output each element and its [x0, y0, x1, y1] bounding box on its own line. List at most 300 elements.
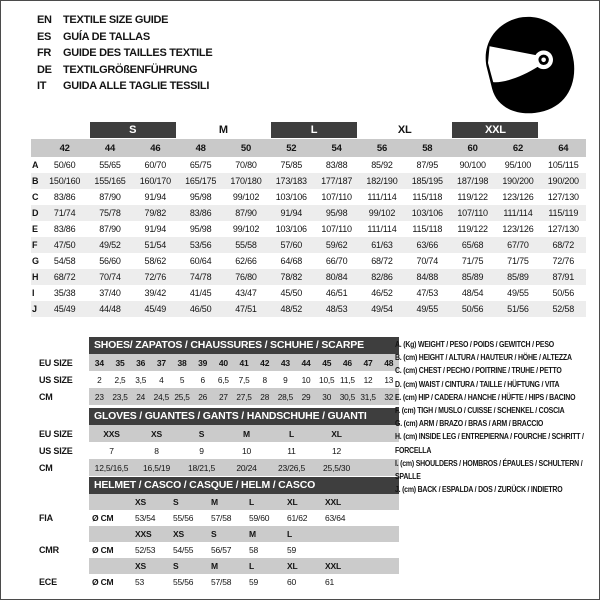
- size-value-cell: 103/106: [411, 208, 443, 218]
- size-value-cell: 48/52: [280, 304, 303, 314]
- helmet-size-label: S: [173, 497, 179, 507]
- measurement-rows: [31, 157, 586, 317]
- corner-spacer: [31, 121, 42, 139]
- size-value-cell: 83/88: [325, 160, 348, 170]
- helmet-size-value: 61/62: [287, 513, 308, 523]
- helmet-values-row: [39, 510, 399, 526]
- size-value-cell: 115/118: [412, 192, 443, 202]
- size-value-cell: 83/86: [53, 224, 76, 234]
- size-value-cell: 82/86: [371, 272, 393, 282]
- shoe-us-size: 8: [262, 374, 267, 385]
- size-value-cell: 46/52: [371, 288, 393, 298]
- guide-title: GUIDA ALLE TAGLIE TESSILI: [63, 80, 210, 93]
- helmet-size-label: XL: [287, 497, 298, 507]
- size-header-cell: 42: [59, 142, 70, 154]
- size-value-cell: 76/80: [235, 272, 257, 282]
- shoe-cm-size: 30,5: [339, 391, 356, 402]
- helmet-size-value: 53: [135, 577, 145, 587]
- size-value-cell: 95/98: [325, 208, 348, 218]
- guide-title: TEXTILGRÖßENFÜHRUNG: [63, 63, 198, 76]
- language-code: IT: [37, 80, 47, 93]
- size-value-cell: 75/85: [280, 160, 303, 170]
- shoe-eu-size: 35: [115, 357, 125, 368]
- shoe-us-size: 7,5: [238, 374, 250, 385]
- size-value-cell: 35/38: [53, 288, 76, 298]
- size-value-cell: 107/110: [321, 192, 352, 202]
- shoe-eu-size: 46: [342, 357, 352, 368]
- shoe-us-size: 12: [363, 374, 373, 385]
- row-letter: F: [32, 240, 38, 250]
- cm-label: CM: [39, 391, 53, 402]
- shoes-eu-row: [39, 354, 399, 371]
- legend-item: J. (cm) BACK / ESPALDA / DOS / ZURÜCK / INDIETRO: [395, 485, 563, 495]
- size-value-cell: 78/82: [280, 272, 303, 282]
- glove-cm-size: 20/24: [236, 462, 257, 473]
- shoe-cm-size: 24: [136, 391, 146, 402]
- glove-us-size: 11: [287, 445, 296, 456]
- gloves-us-row: [39, 442, 399, 459]
- shoe-us-size: 6: [200, 374, 205, 385]
- legend-item: F. (cm) TIGH / MUSLO / CUISSE / SCHENKEL / COSCIA: [395, 406, 565, 416]
- size-value-cell: 85/89: [507, 272, 529, 282]
- size-value-cell: 64/68: [280, 256, 303, 266]
- glove-eu-size: XXS: [103, 428, 120, 439]
- row-letter: G: [32, 256, 39, 266]
- helmet-values-row: [39, 574, 399, 590]
- helmet-size-value: 54/55: [173, 545, 194, 555]
- size-value-cell: 190/200: [502, 176, 534, 186]
- measurement-row: [31, 173, 586, 189]
- size-value-cell: 182/190: [366, 176, 398, 186]
- size-value-cell: 103/106: [275, 192, 307, 202]
- size-value-cell: 74/78: [189, 272, 212, 282]
- size-group-label: L: [271, 122, 357, 138]
- size-value-cell: 127/130: [547, 224, 579, 234]
- shoe-us-size: 3,5: [135, 374, 147, 385]
- language-code: EN: [37, 14, 52, 27]
- size-value-cell: 41/45: [189, 288, 212, 298]
- size-value-cell: 44/48: [99, 304, 121, 314]
- language-row: [37, 12, 212, 29]
- size-value-cell: 150/160: [49, 176, 81, 186]
- shoe-cm-size: 31,5: [360, 391, 376, 402]
- legend-item: D. (cm) WAIST / CINTURA / TAILLE / HÜFTUNG / VITA: [395, 379, 560, 389]
- glove-cm-size: 18/21,5: [188, 462, 215, 473]
- language-code: DE: [37, 63, 52, 76]
- size-header-cell: 58: [422, 142, 433, 154]
- size-value-cell: 60/70: [144, 160, 167, 170]
- language-code: ES: [37, 30, 52, 43]
- legend-item: C. (cm) CHEST / PECHO / POITRINE / TRUHE / PETTO: [395, 366, 562, 376]
- helmet-table: [39, 477, 399, 590]
- guide-title: GUÍA DE TALLAS: [63, 30, 150, 43]
- size-value-cell: 91/94: [144, 224, 167, 234]
- helmet-size-value: 56/57: [211, 545, 232, 555]
- size-value-cell: 70/74: [416, 256, 439, 266]
- size-value-cell: 177/187: [321, 176, 353, 186]
- shoe-cm-size: 28: [260, 391, 270, 402]
- size-value-cell: 190/200: [547, 176, 579, 186]
- size-value-cell: 91/94: [280, 208, 303, 218]
- size-value-cell: 173/183: [275, 176, 307, 186]
- size-value-cell: 48/54: [461, 288, 484, 298]
- shoe-eu-size: 34: [94, 357, 104, 368]
- size-value-cell: 58/62: [144, 256, 167, 266]
- gloves-eu-row: [39, 425, 399, 442]
- size-value-cell: 65/75: [189, 160, 212, 170]
- legend-item: H. (cm) INSIDE LEG / ENTREPIERNA / FOURCHE / SCHRITT / FORCELLA: [395, 432, 584, 455]
- language-row: [37, 29, 212, 46]
- helmet-size-value: 58: [249, 545, 259, 555]
- size-value-cell: 107/110: [457, 208, 488, 218]
- size-number-row: [31, 139, 586, 157]
- shoe-cm-size: 23,5: [112, 391, 128, 402]
- language-row: [37, 62, 212, 79]
- size-group-label: [542, 122, 585, 138]
- size-value-cell: 99/102: [232, 192, 260, 202]
- size-value-cell: 80/84: [325, 272, 348, 282]
- size-value-cell: 111/114: [367, 192, 397, 202]
- size-group-label: S: [90, 122, 176, 138]
- helmet-size-value: 59/60: [249, 513, 270, 523]
- legend-item: E. (cm) HIP / CADERA / HANCHE / HÜFTE / HIPS / BACINO: [395, 392, 576, 402]
- size-value-cell: 48/53: [325, 304, 348, 314]
- measurement-row: [31, 157, 586, 173]
- size-value-cell: 87/90: [99, 224, 121, 234]
- helmet-size-label: L: [249, 561, 254, 571]
- size-value-cell: 50/60: [53, 160, 76, 170]
- size-value-cell: 60/64: [189, 256, 212, 266]
- size-value-cell: 59/62: [325, 240, 348, 250]
- size-value-cell: 119/122: [457, 192, 488, 202]
- size-value-cell: 51/56: [507, 304, 529, 314]
- helmet-size-label: XS: [173, 529, 184, 539]
- glove-cm-size: 12,5/16,5: [94, 462, 129, 473]
- shoe-cm-size: 28,5: [277, 391, 294, 402]
- helmet-size-value: 55/56: [173, 577, 194, 587]
- size-value-cell: 87/90: [99, 192, 121, 202]
- shoe-eu-size: 41: [239, 357, 249, 368]
- helmet-size-value: 63/64: [325, 513, 346, 523]
- glove-cm-size: 23/26,5: [278, 462, 305, 473]
- size-value-cell: 123/126: [502, 224, 534, 234]
- size-value-cell: 95/98: [189, 192, 212, 202]
- size-value-cell: 39/42: [144, 288, 167, 298]
- us-size-label: US SIZE: [39, 374, 73, 385]
- helmet-title-row: [39, 477, 399, 494]
- legend-item: G. (cm) ARM / BRAZO / BRAS / ARM / BRACCIO: [395, 419, 544, 429]
- shoe-cm-size: 30: [322, 391, 332, 402]
- size-value-cell: 68/72: [371, 256, 393, 266]
- row-letter: H: [32, 272, 39, 282]
- language-code: FR: [37, 47, 52, 60]
- shoe-eu-size: 47: [363, 357, 373, 368]
- glove-us-size: 8: [154, 445, 159, 456]
- shoe-eu-size: 45: [322, 357, 332, 368]
- row-letter: J: [32, 304, 37, 314]
- helmet-size-value: 57/58: [211, 577, 232, 587]
- size-value-cell: 49/54: [371, 304, 393, 314]
- row-letter: B: [32, 176, 39, 186]
- shoe-cm-size: 23: [94, 391, 104, 402]
- size-value-cell: 45/49: [53, 304, 76, 314]
- size-value-cell: 71/75: [461, 256, 484, 266]
- shoe-eu-size: 48: [384, 357, 394, 368]
- size-value-cell: 55/58: [235, 240, 257, 250]
- shoe-cm-size: 27: [218, 391, 228, 402]
- diameter-cm-label: Ø CM: [92, 545, 114, 555]
- measurement-row: [31, 237, 586, 253]
- shoe-us-size: 6,5: [217, 374, 229, 385]
- helmet-size-label: XXL: [325, 497, 341, 507]
- row-letter: D: [32, 208, 39, 218]
- textile-size-table: [31, 121, 586, 317]
- glove-cm-size: 25,5/30: [323, 462, 350, 473]
- size-header-cell: 46: [150, 142, 161, 154]
- size-value-cell: 103/106: [275, 224, 307, 234]
- size-value-cell: 111/114: [367, 224, 397, 234]
- measurement-row: [31, 189, 586, 205]
- helmet-standard-group: [39, 494, 399, 526]
- helmet-size-value: 60: [287, 577, 297, 587]
- cm-label: CM: [39, 462, 53, 473]
- size-value-cell: 95/98: [189, 224, 212, 234]
- shoe-cm-size: 29: [301, 391, 311, 402]
- size-value-cell: 45/50: [280, 288, 303, 298]
- size-header-cell: 62: [512, 142, 524, 154]
- shoes-table: [39, 337, 399, 405]
- row-letter: E: [32, 224, 38, 234]
- gloves-title-row: [39, 408, 399, 425]
- helmet-size-value: 57/58: [211, 513, 232, 523]
- size-value-cell: 47/51: [235, 304, 257, 314]
- size-value-cell: 87/95: [416, 160, 439, 170]
- size-group-label: M: [218, 124, 228, 136]
- standard-label: ECE: [39, 577, 57, 587]
- measurement-row: [31, 221, 586, 237]
- size-value-cell: 51/54: [144, 240, 167, 250]
- helmet-logo-icon: [469, 13, 585, 117]
- shoe-eu-size: 40: [218, 357, 228, 368]
- shoe-us-size: 4: [159, 374, 164, 385]
- guide-title: TEXTILE SIZE GUIDE: [63, 14, 169, 27]
- shoe-us-size: 5: [179, 374, 185, 385]
- helmet-sizes-row: [39, 558, 399, 574]
- size-group-cell: [87, 121, 178, 139]
- size-value-cell: 71/75: [507, 256, 529, 266]
- size-value-cell: 47/50: [53, 240, 76, 250]
- shoes-table-title: SHOES/ ZAPATOS / CHAUSSURES / SCHUHE / SCARPE: [89, 337, 399, 354]
- size-value-cell: 99/102: [368, 208, 396, 218]
- size-value-cell: 90/100: [459, 160, 486, 170]
- size-value-cell: 70/74: [99, 272, 121, 282]
- shoe-eu-size: 38: [177, 357, 187, 368]
- measurement-row: [31, 301, 586, 317]
- shoe-us-size: 2,5: [114, 374, 126, 385]
- size-value-cell: 50/56: [461, 304, 484, 314]
- helmet-size-value: 59: [249, 577, 259, 587]
- shoe-us-size: 10: [301, 374, 311, 385]
- helmet-size-value: 59: [287, 545, 297, 555]
- eu-size-label: EU SIZE: [39, 357, 73, 368]
- size-header-cell: 48: [195, 142, 206, 154]
- shoe-eu-size: 36: [136, 357, 146, 368]
- legend-item: B. (cm) HEIGHT / ALTURA / HAUTEUR / HÖHE / ALTEZZA: [395, 353, 572, 363]
- size-value-cell: 49/52: [99, 240, 121, 250]
- glove-us-size: 10: [241, 445, 252, 456]
- helmet-size-value: 52/53: [135, 545, 156, 555]
- gloves-table-title: GLOVES / GUANTES / GANTS / HANDSCHUHE / GUANTI: [89, 408, 399, 425]
- size-group-row: [31, 121, 586, 139]
- size-value-cell: 123/126: [502, 192, 534, 202]
- size-value-cell: 68/72: [53, 272, 76, 282]
- size-header-cell: 64: [558, 142, 569, 154]
- size-header-cell: 56: [376, 142, 388, 154]
- size-value-cell: 165/175: [185, 176, 217, 186]
- size-group-cell: [450, 121, 541, 139]
- row-letter: A: [32, 160, 39, 170]
- size-value-cell: 84/88: [416, 272, 439, 282]
- size-value-cell: 66/70: [325, 256, 348, 266]
- size-value-cell: 85/89: [461, 272, 484, 282]
- shoe-cm-size: 25,5: [174, 391, 190, 402]
- size-value-cell: 107/110: [321, 224, 352, 234]
- glove-us-size: 12: [331, 445, 342, 456]
- shoes-us-row: [39, 371, 399, 388]
- legend-item: A. (Kg) WEIGHT / PESO / POIDS / GEWITCH / PESO: [395, 340, 554, 349]
- size-value-cell: 68/72: [552, 240, 575, 250]
- size-group-cell: [541, 121, 586, 139]
- language-header: [37, 12, 212, 95]
- size-value-cell: 170/180: [230, 176, 262, 186]
- measurement-row: [31, 285, 586, 301]
- size-value-cell: 57/60: [280, 240, 303, 250]
- language-row: [37, 45, 212, 62]
- language-row: [37, 78, 212, 95]
- size-group-cell: [42, 121, 87, 139]
- helmet-sizes-row: [39, 494, 399, 510]
- helmet-size-label: XXL: [325, 561, 341, 571]
- diameter-cm-label: Ø CM: [92, 513, 114, 523]
- gloves-table: [39, 408, 399, 476]
- shoe-eu-size: 42: [260, 357, 270, 368]
- size-value-cell: 87/91: [552, 272, 575, 282]
- helmet-size-label: M: [249, 529, 256, 539]
- size-value-cell: 49/55: [507, 288, 529, 298]
- shoe-us-size: 13: [384, 374, 394, 385]
- glove-eu-size: XL: [331, 428, 342, 439]
- size-value-cell: 50/56: [552, 288, 575, 298]
- size-value-cell: 71/74: [53, 208, 76, 218]
- shoes-cm-row: [39, 388, 399, 405]
- measurement-row: [31, 253, 586, 269]
- size-header-cell: 44: [104, 142, 116, 154]
- helmet-size-value: 61: [325, 577, 335, 587]
- size-header-cell: 52: [286, 142, 297, 154]
- measurement-row: [31, 269, 586, 285]
- size-value-cell: 63/66: [416, 240, 439, 250]
- guide-title: GUIDE DES TAILLES TEXTILE: [63, 47, 213, 60]
- row-letter: I: [32, 288, 35, 298]
- measurement-legend: [395, 338, 590, 496]
- size-value-cell: 85/92: [371, 160, 393, 170]
- helmet-values-row: [39, 542, 399, 558]
- size-value-cell: 53/56: [189, 240, 212, 250]
- glove-us-size: 7: [109, 445, 114, 456]
- size-group-cell: [178, 121, 269, 139]
- helmet-size-label: M: [211, 561, 218, 571]
- size-value-cell: 115/119: [548, 208, 579, 218]
- helmet-size-label: XS: [135, 561, 146, 571]
- eu-size-label: EU SIZE: [39, 428, 73, 439]
- helmet-size-label: XXS: [135, 529, 152, 539]
- shoe-cm-size: 26: [198, 391, 208, 402]
- size-group-cell: [269, 121, 360, 139]
- size-value-cell: 83/86: [53, 192, 76, 202]
- size-value-cell: 91/94: [144, 192, 167, 202]
- size-value-cell: 56/60: [99, 256, 121, 266]
- helmet-size-label: XS: [135, 497, 146, 507]
- size-value-cell: 52/58: [552, 304, 575, 314]
- size-value-cell: 119/122: [457, 224, 488, 234]
- size-value-cell: 47/53: [416, 288, 439, 298]
- helmet-size-label: L: [249, 497, 254, 507]
- shoe-eu-size: 39: [198, 357, 208, 368]
- size-value-cell: 65/68: [461, 240, 484, 250]
- glove-cm-size: 16,5/19: [143, 462, 170, 473]
- size-value-cell: 55/65: [99, 160, 121, 170]
- size-group-label: XXL: [452, 122, 538, 138]
- standard-label: CMR: [39, 545, 59, 555]
- shoe-us-size: 2: [97, 374, 102, 385]
- size-value-cell: 87/90: [235, 208, 257, 218]
- shoe-eu-size: 43: [280, 357, 290, 368]
- size-value-cell: 61/63: [371, 240, 393, 250]
- helmet-size-label: S: [173, 561, 179, 571]
- standard-label: FIA: [39, 513, 53, 523]
- shoe-cm-size: 32: [384, 391, 394, 402]
- shoe-cm-size: 27,5: [236, 391, 252, 402]
- size-value-cell: 43/47: [235, 288, 257, 298]
- diameter-cm-label: Ø CM: [92, 577, 114, 587]
- size-header-cell: 60: [467, 142, 478, 154]
- measurement-row: [31, 205, 586, 221]
- glove-eu-size: S: [198, 428, 205, 439]
- size-value-cell: 72/76: [144, 272, 167, 282]
- size-value-cell: 54/58: [53, 256, 76, 266]
- glove-eu-size: XS: [151, 428, 162, 439]
- shoe-us-size: 11,5: [340, 374, 355, 385]
- size-value-cell: 127/130: [547, 192, 579, 202]
- size-value-cell: 75/78: [99, 208, 121, 218]
- size-value-cell: 67/70: [507, 240, 529, 250]
- size-value-cell: 46/51: [325, 288, 348, 298]
- size-value-cell: 70/80: [235, 160, 257, 170]
- size-value-cell: 155/165: [94, 176, 126, 186]
- helmet-size-label: M: [211, 497, 218, 507]
- legend-item: I. (cm) SHOULDERS / HOMBROS / ÉPAULES / SCHULTERN / SPALLE: [395, 458, 583, 482]
- size-value-cell: 49/55: [416, 304, 439, 314]
- size-value-cell: 46/50: [189, 304, 212, 314]
- shoe-us-size: 9: [283, 374, 288, 385]
- size-value-cell: 79/82: [144, 208, 167, 218]
- size-value-cell: 115/118: [412, 224, 443, 234]
- shoe-eu-size: 44: [301, 357, 311, 368]
- size-header-cell: 50: [240, 142, 252, 154]
- helmet-sizes-row: [39, 526, 399, 542]
- size-value-cell: 45/49: [144, 304, 167, 314]
- us-size-label: US SIZE: [39, 445, 73, 456]
